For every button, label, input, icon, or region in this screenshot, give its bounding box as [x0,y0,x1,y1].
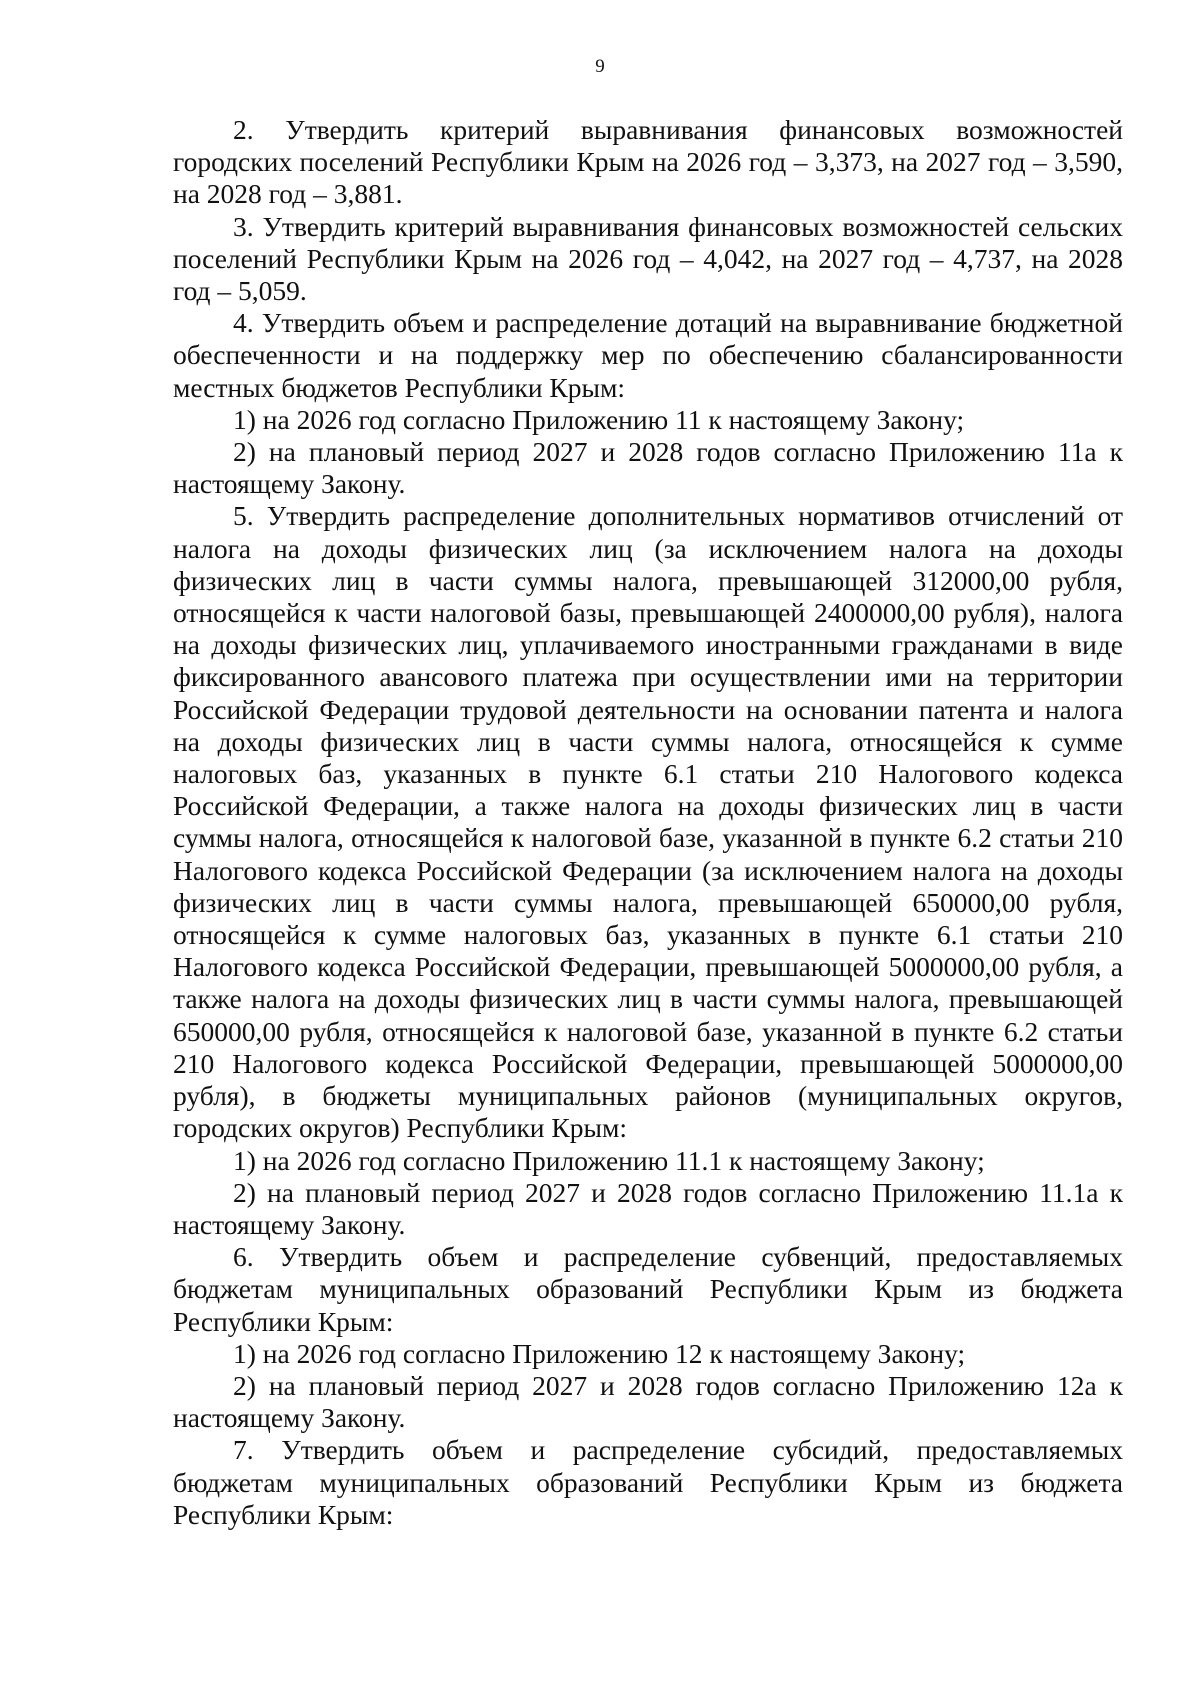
subitem-6-2: 2) на плановый период 2027 и 2028 годов согласно Приложению 12а к настоящему Закону. [173,1369,1123,1434]
subitem-4-1: 1) на 2026 год согласно Приложению 11 к настоящему Закону; [233,403,965,435]
paragraph-item-6: 6. Утвердить объем и распределение субвенций, предоставляемых бюджетам муниципальных образований Республики Крым из бюджета Республики Крым: [173,1241,1123,1337]
paragraph-item-5: 5. Утвердить распределение дополнительных нормативов отчислений от налога на доходы физических лиц (за исключением налога на доходы физических лиц в части суммы налога, превышающей 312000,00 рубля, относящейся к части налоговой базы, превышающей 2400000,00 рубля), налога на доходы физических лиц, уплачиваемого иностранными гражданами в виде фиксированного авансового платежа при осуществлении ими на территории Российской Федерации трудовой деятельности на основании патента и налога на доходы физических лиц в части суммы налога, относящейся к сумме налоговых баз, указанных в пункте 6.1 статьи 210 Налогового кодекса Российской Федерации, а также налога на доходы физических лиц в части суммы налога, относящейся к налоговой базе, указанной в пункте 6.2 статьи 210 Налогового кодекса Российской Федерации (за исключением налога на доходы физических лиц в части суммы налога, превышающей 650000,00 рубля, относящейся к сумме налоговых баз, указанных в пункте 6.1 статьи 210 Налогового кодекса Российской Федерации, превышающей 5000000,00 рубля, а также налога на доходы физических лиц в части суммы налога, превышающей 650000,00 рубля, относящейся к налоговой базе, указанной в пункте 6.2 статьи 210 Налогового кодекса Российской Федерации, превышающей 5000000,00 рубля), в бюджеты муниципальных районов (муниципальных округов, городских округов) Республики Крым: [173,500,1123,1144]
subitem-4-2: 2) на плановый период 2027 и 2028 годов согласно Приложению 11а к настоящему Закону. [173,436,1123,500]
document-body [173,114,1123,1531]
subitem-6-1: 1) на 2026 год согласно Приложению 12 к настоящему Закону; [233,1337,966,1369]
subitem-5-1: 1) на 2026 год согласно Приложению 11.1 к настоящему Закону; [233,1144,985,1176]
paragraph-item-4: 4. Утвердить объем и распределение дотаций на выравнивание бюджетной обеспеченности и на поддержку мер по обеспечению сбалансированности местных бюджетов Республики Крым: [173,307,1123,403]
paragraph-item-2: 2. Утвердить критерий выравнивания финансовых возможностей городских поселений Республики Крым на 2026 год – 3,373, на 2027 год – 3,590, на 2028 год – 3,881. [173,114,1123,210]
paragraph-item-3: 3. Утвердить критерий выравнивания финансовых возможностей сельских поселений Республики Крым на 2026 год – 4,042, на 2027 год – 4,737, на 2028 год – 5,059. [173,210,1123,307]
paragraph-item-7: 7. Утвердить объем и распределение субсидий, предоставляемых бюджетам муниципальных образований Республики Крым из бюджета Республики Крым: [173,1434,1123,1530]
subitem-5-2: 2) на плановый период 2027 и 2028 годов согласно Приложению 11.1а к настоящему Закону. [173,1176,1123,1240]
page-number: 9 [595,56,605,77]
